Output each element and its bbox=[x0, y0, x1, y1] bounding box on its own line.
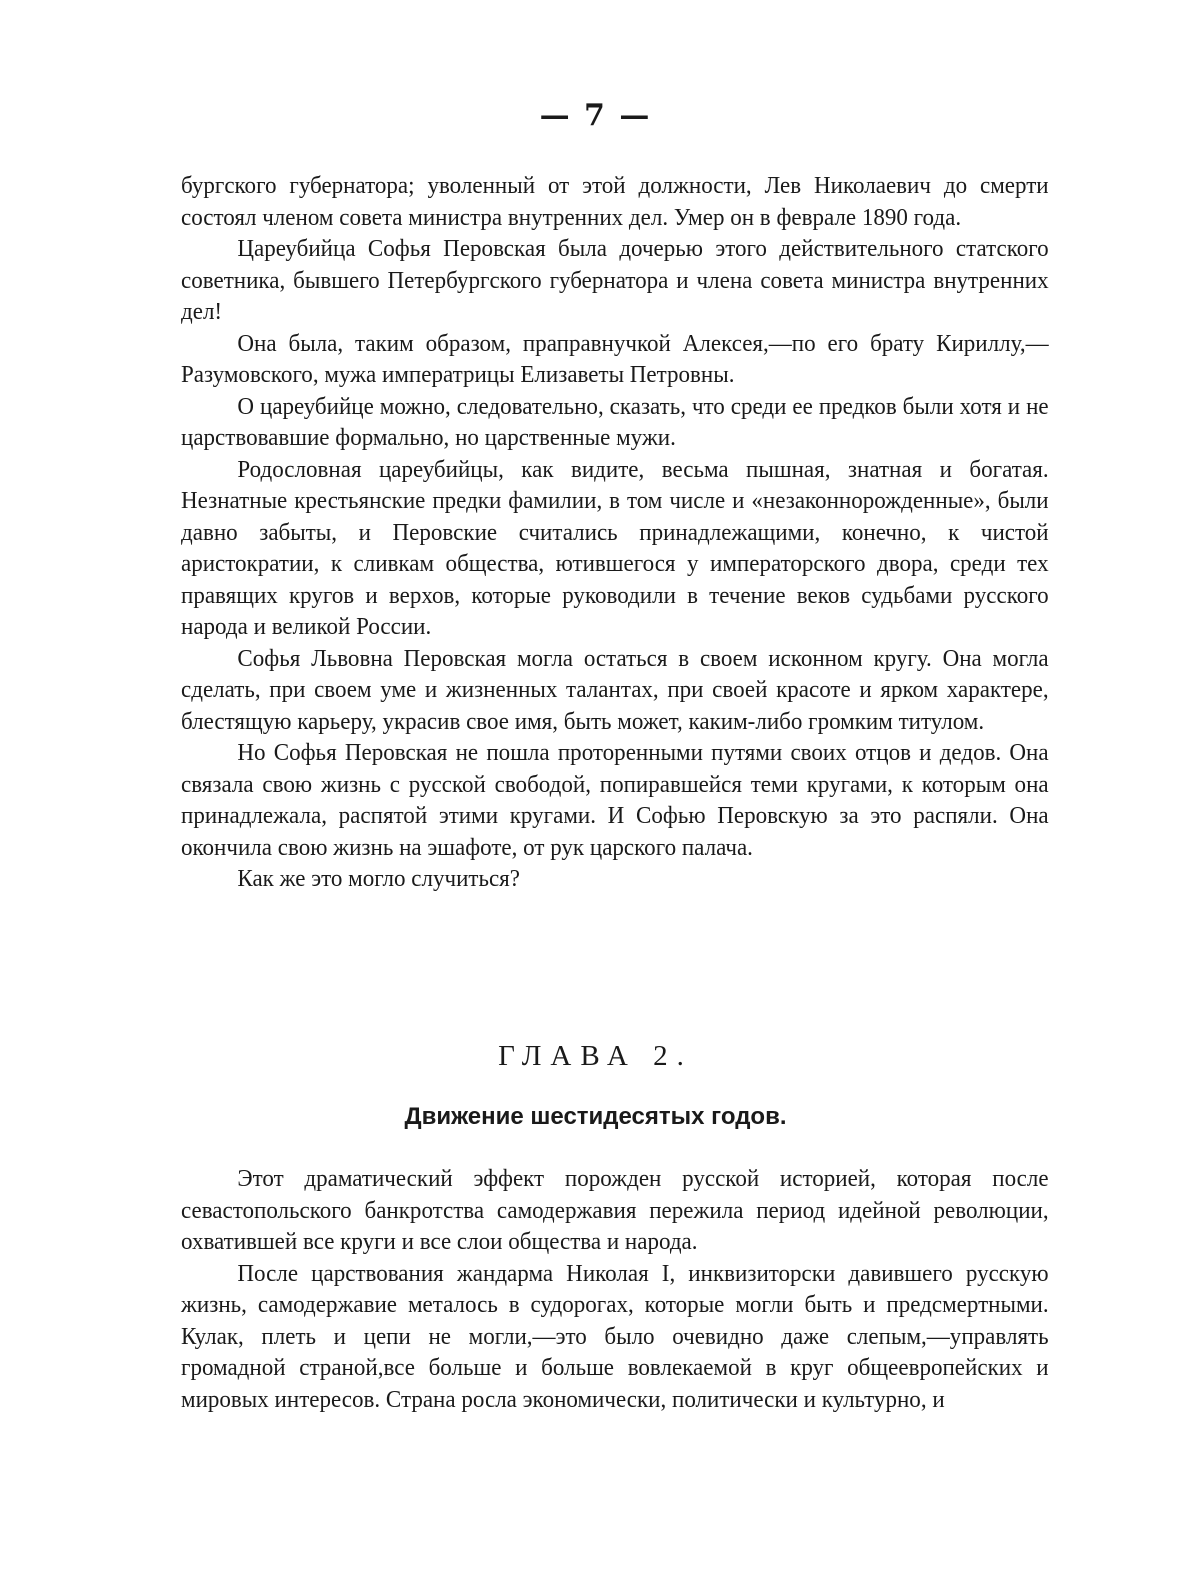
paragraph: О цареубийце можно, следовательно, сказать, что среди ее предков были хотя и не царствовавшие формально, но царственные мужи. bbox=[181, 392, 1049, 451]
paragraph: После царствования жандарма Николая I, инквизиторски давившего русскую жизнь, самодержавие металось в судорогах, которые могли быть и предсмертными. Кулак, плеть и цепи не могли,—это было очевидно даже слепым,—управлять громадной страной,все больше и больше вовлекаемой в круг общеевропейских и мировых интересов. Страна росла экономически, политически и культурно, и bbox=[181, 1259, 1049, 1413]
chapter-subtitle: Движение шестидесятых годов. bbox=[404, 1103, 787, 1130]
paragraph: Софья Львовна Перовская могла остаться в своем исконном кругу. Она могла сделать, при своем уме и жизненных талантах, при своей красоте и ярком характере, блестящую карьеру, украсив свое имя, быть может, каким-либо громким титулом. bbox=[181, 644, 1049, 735]
text-block-chapter-2 bbox=[181, 1163, 1049, 1415]
paragraph: Как же это могло случиться? bbox=[237, 865, 521, 892]
paragraph: Она была, таким образом, праправнучкой Алексея,—по его брату Кириллу,—Разумовского, мужа императрицы Елизаветы Петровны. bbox=[181, 329, 1049, 388]
paragraph: Этот драматический эффект порожден русской историей, которая после севастопольского банкротства самодержавия пережила период идейной революции, охватившей все круги и все слои общества и народа. bbox=[181, 1165, 1049, 1255]
chapter-heading: ГЛАВА 2. bbox=[498, 1040, 693, 1072]
paragraph: Родословная цареубийцы, как видите, весьма пышная, знатная и богатая. Незнатные крестьянские предки фамилии, в том числе и «незаконнорожденные», были давно забыты, и Перовские считались принадлежащими, конечно, к чистой аристократии, к сливкам общества, ютившегося у императорского двора, среди тех правящих кругов и верхов, которые руководили в течение веков судьбами русского народа и великой России. bbox=[181, 455, 1049, 640]
paragraph-continuation: бургского губернатора; уволенный от этой должности, Лев Николаевич до смерти состоял членом совета министра внутренних дел. Умер он в феврале 1890 года. bbox=[181, 172, 1049, 231]
paragraph: Но Софья Перовская не пошла проторенными путями своих отцов и дедов. Она связала свою жизнь с русской свободой, попиравшейся теми кругами, к которым она принадлежала, распятой этими кругами. И Софью Перовскую за это распяли. Она окончила свою жизнь на эшафоте, от рук царского палача. bbox=[181, 739, 1049, 861]
text-block-chapter-1-end bbox=[181, 170, 1049, 895]
paragraph: Цареубийца Софья Перовская была дочерью этого действительного статского советника, бывшего Петербургского губернатора и члена совета министра внутренних дел! bbox=[181, 235, 1049, 325]
page-number: — 7 — bbox=[539, 98, 652, 133]
